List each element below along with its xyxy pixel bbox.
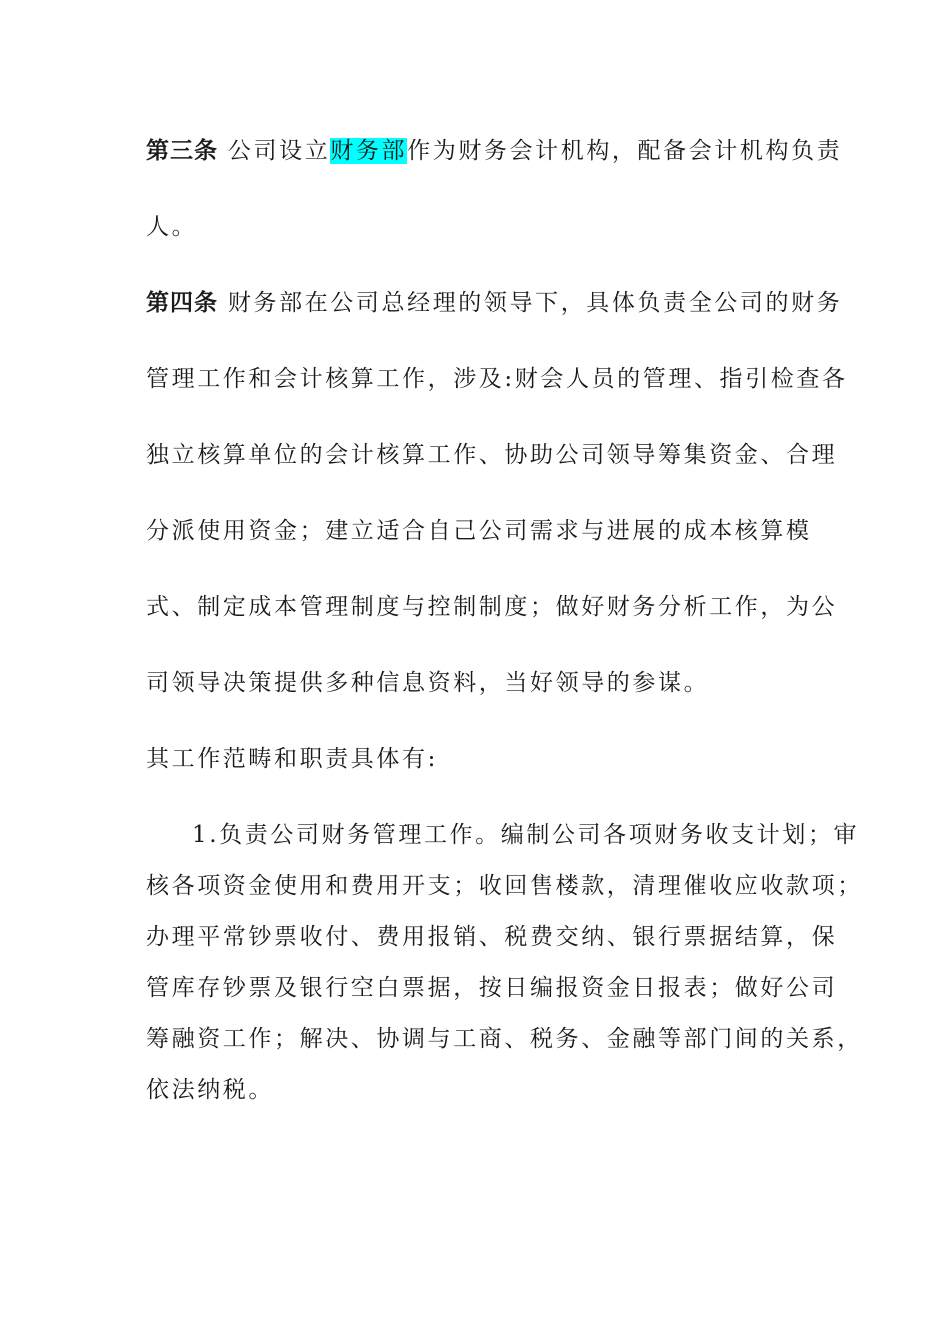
item-1-line-6: 依法纳税。 bbox=[146, 1077, 274, 1103]
highlighted-term: 财务部 bbox=[330, 138, 408, 164]
article-3-text-before: 公司设立 bbox=[218, 138, 331, 164]
article-4-line-2: 管理工作和会计核算工作，涉及:财会人员的管理、指引检查各 bbox=[146, 366, 848, 392]
item-1-line-4: 管库存钞票及银行空白票据，按日编报资金日报表；做好公司 bbox=[146, 975, 838, 1001]
article-3-label: 第三条 bbox=[146, 138, 218, 164]
scope-intro-paragraph bbox=[146, 736, 810, 812]
article-4-line-6: 司领导决策提供多种信息资料，当好领导的参谋。 bbox=[146, 670, 710, 696]
article-4-line-4: 分派使用资金；建立适合自己公司需求与进展的成本核算模 bbox=[146, 518, 812, 544]
article-4-line-3: 独立核算单位的会计核算工作、协助公司领导筹集资金、合理 bbox=[146, 442, 838, 468]
article-4-paragraph bbox=[146, 280, 848, 736]
item-1-line-5: 筹融资工作；解决、协调与工商、税务、金融等部门间的关系， bbox=[146, 1026, 863, 1052]
item-1-line-3: 办理平常钞票收付、费用报销、税费交纳、银行票据结算，保 bbox=[146, 924, 838, 950]
article-3-line-1 bbox=[146, 128, 843, 204]
scope-intro-line: 其工作范畴和职责具体有: bbox=[146, 746, 438, 772]
article-3-text-after: 作为财务会计机构，配备会计机构负责 bbox=[407, 138, 843, 164]
document-page bbox=[146, 128, 863, 1118]
article-4-line-5: 式、制定成本管理制度与控制制度；做好财务分析工作，为公 bbox=[146, 594, 838, 620]
item-1-line-1: 1.负责公司财务管理工作。编制公司各项财务收支计划；审 bbox=[192, 822, 860, 848]
article-4-line-1-text: 财务部在公司总经理的领导下，具体负责全公司的财务 bbox=[218, 290, 843, 316]
article-4-label: 第四条 bbox=[146, 290, 218, 316]
item-1-line-2: 核各项资金使用和费用开支；收回售楼款，清理催收应收款项； bbox=[146, 873, 863, 899]
article-3-line-2: 人。 bbox=[146, 214, 198, 240]
article-4-line-1 bbox=[146, 280, 843, 356]
item-1-paragraph bbox=[146, 812, 863, 1118]
article-3-paragraph bbox=[146, 128, 843, 280]
